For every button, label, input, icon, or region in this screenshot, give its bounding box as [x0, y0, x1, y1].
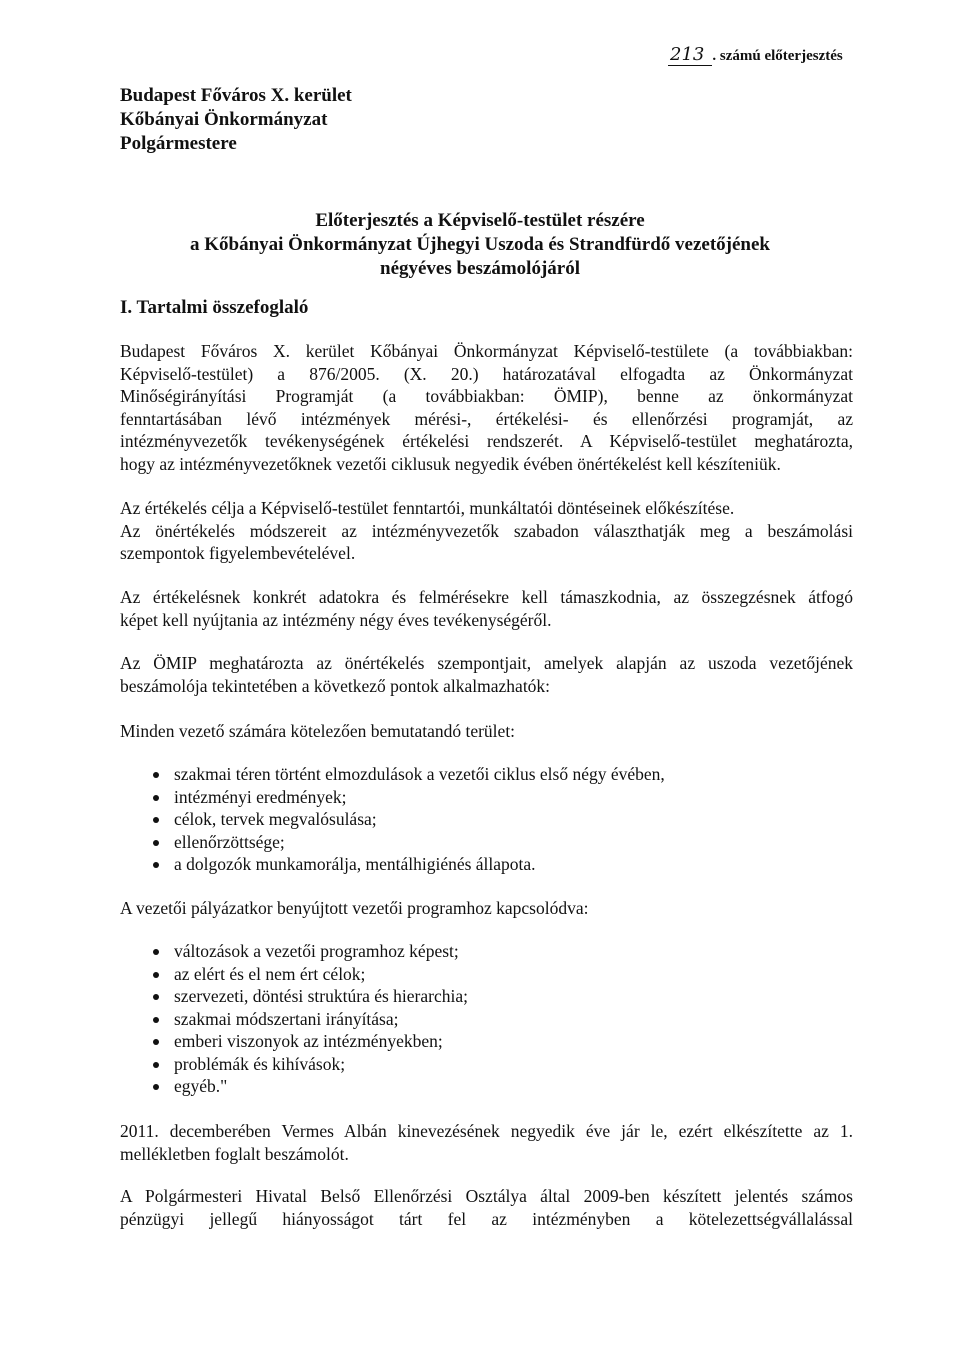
paragraph-line: Minőségirányítási Programját (a továbbiakban: ÖMIP), benne az önkormányzat — [120, 386, 853, 406]
list-item — [153, 940, 468, 963]
list-item — [153, 831, 665, 854]
list-item — [153, 1008, 468, 1031]
list-item-text: célok, tervek megvalósulása; — [174, 809, 377, 829]
list-item — [153, 1075, 468, 1098]
list-item — [153, 963, 468, 986]
handwritten-number: 213 — [668, 44, 712, 66]
list-item-text: intézményi eredmények; — [174, 786, 347, 807]
list-item-text: egyéb." — [174, 1076, 228, 1096]
bullet-icon — [153, 1017, 159, 1023]
bullet-icon — [153, 840, 159, 846]
paragraph-5 — [120, 720, 853, 743]
paragraph-1 — [120, 340, 853, 475]
paragraph-line: hogy az intézményvezetőknek vezetői ciklusuk negyedik évében önértékelést kell készíteniük. — [120, 453, 781, 474]
paragraph-7 — [120, 1120, 853, 1165]
paragraph-line: fenntartásában lévő intézmények mérési-, értékelési- és ellenőrzési programját, az — [120, 408, 853, 429]
bullet-icon — [153, 817, 159, 823]
list-item-text: emberi viszonyok az intézményekben; — [174, 1031, 443, 1051]
bullet-icon — [153, 1084, 159, 1090]
paragraph-line: Az önértékelés módszereit az intézményvezetők szabadon választhatják meg a beszámolási — [120, 520, 853, 541]
list-item-text: változások a vezetői programhoz képest; — [174, 941, 459, 961]
mandatory-areas-list — [153, 763, 665, 876]
list-item — [153, 763, 665, 786]
paragraph-line: pénzügyi jellegű hiányosságot tárt fel az intézményben a kötelezettségvállalással — [120, 1208, 853, 1229]
title-line-1: Előterjesztés a Képviselő-testület részére — [315, 210, 645, 231]
document-title — [120, 209, 840, 281]
paragraph-line: intézményvezetők tevékenységének értékelési rendszerét. A Képviselő-testület meghatározta, — [120, 431, 853, 451]
paragraph-line: képet kell nyújtania az intézmény négy éves tevékenységéről. — [120, 609, 552, 630]
bullet-icon — [153, 949, 159, 955]
list-item-text: szakmai téren történt elmozdulások a vezetői ciklus első négy évében, — [174, 764, 665, 784]
bullet-icon — [153, 994, 159, 1000]
document-number — [668, 44, 843, 65]
title-line-3: négyéves beszámolójáról — [380, 258, 580, 279]
paragraph-8 — [120, 1185, 853, 1230]
paragraph-line: A vezetői pályázatkor benyújtott vezetői programhoz kapcsolódva: — [120, 898, 589, 918]
list-item-text: szervezeti, döntési struktúra és hierarchia; — [174, 986, 468, 1006]
paragraph-line: Az ÖMIP meghatározta az önértékelés szempontjait, amelyek alapján az uszoda vezetőjének — [120, 653, 853, 673]
paragraph-line: Budapest Főváros X. kerület Kőbányai Önkormányzat Képviselő-testülete (a továbbiakban: — [120, 341, 853, 361]
bullet-icon — [153, 862, 159, 868]
list-item-text: az elért és el nem ért célok; — [174, 963, 366, 984]
list-item — [153, 853, 665, 876]
paragraph-line: A Polgármesteri Hivatal Belső Ellenőrzési Osztálya által 2009-ben készített jelentés számos — [120, 1186, 853, 1206]
bullet-icon — [153, 1062, 159, 1068]
paragraph-line: mellékletben foglalt beszámolót. — [120, 1143, 349, 1164]
title-line-2: a Kőbányai Önkormányzat Újhegyi Uszoda és Strandfürdő vezetőjének — [189, 234, 771, 255]
issuer-line-2: Kőbányai Önkormányzat — [120, 109, 328, 130]
paragraph-3 — [120, 586, 853, 631]
issuer-block — [120, 84, 352, 156]
list-item-text: a dolgozók munkamorálja, mentálhigiénés állapota. — [174, 854, 536, 874]
paragraph-line: szempontok figyelembevételével. — [120, 543, 356, 563]
paragraph-line: Minden vezető számára kötelezően bemutatandó terület: — [120, 721, 516, 741]
list-item — [153, 808, 665, 831]
list-item-text: ellenőrzöttsége; — [174, 831, 285, 852]
paragraph-line: Az értékelésnek konkrét adatokra és felmérésekre kell támaszkodnia, az összegzésnek átfogó — [120, 587, 853, 607]
section-heading: I. Tartalmi összefoglaló — [120, 297, 309, 318]
issuer-line-1: Budapest Főváros X. kerület — [120, 85, 352, 106]
paragraph-4 — [120, 652, 853, 697]
paragraph-line: Az értékelés célja a Képviselő-testület fenntartói, munkáltatói döntéseinek előkészítése. — [120, 498, 735, 518]
bullet-icon — [153, 972, 159, 978]
list-item — [153, 1030, 468, 1053]
paragraph-2 — [120, 497, 853, 565]
bullet-icon — [153, 772, 159, 778]
paragraph-line: 2011. decemberében Vermes Albán kinevezésének negyedik éve jár le, ezért elkészítette az 1. — [120, 1121, 853, 1141]
list-item — [153, 985, 468, 1008]
bullet-icon — [153, 795, 159, 801]
document-number-suffix: . számú előterjesztés — [712, 48, 843, 64]
bullet-icon — [153, 1039, 159, 1045]
paragraph-line: beszámolója tekintetében a következő pontok alkalmazhatók: — [120, 675, 551, 696]
issuer-line-3: Polgármestere — [120, 133, 237, 154]
paragraph-6 — [120, 897, 853, 920]
list-item — [153, 786, 665, 809]
list-item — [153, 1053, 468, 1076]
list-item-text: problémák és kihívások; — [174, 1053, 346, 1074]
list-item-text: szakmai módszertani irányítása; — [174, 1008, 399, 1029]
paragraph-line: Képviselő-testület) a 876/2005. (X. 20.) határozatával elfogadta az Önkormányzat — [120, 363, 853, 384]
program-related-list — [153, 940, 468, 1098]
